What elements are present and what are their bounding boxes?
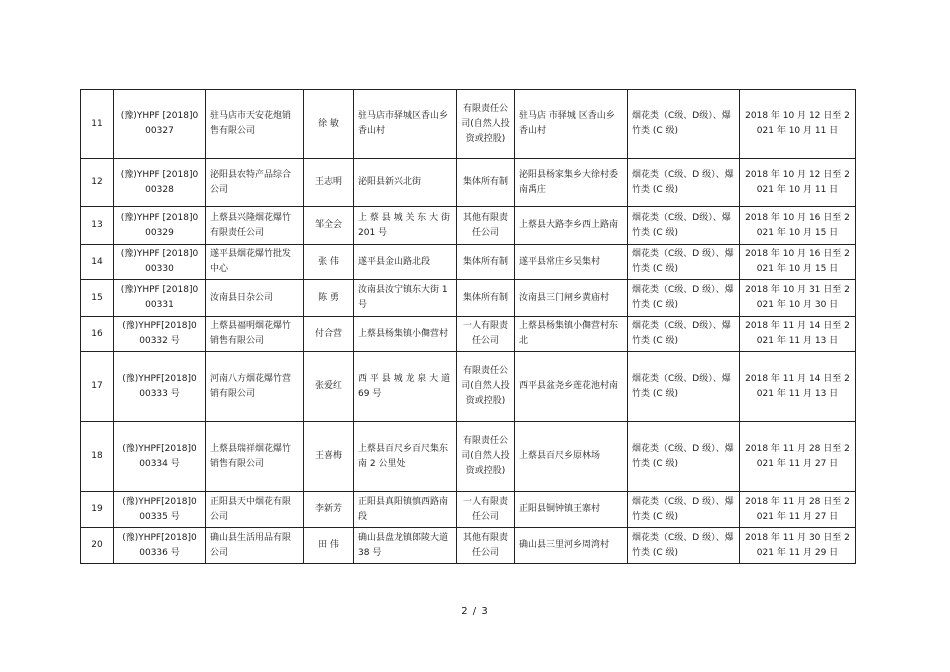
row-number: 16	[81, 317, 114, 352]
company-name: 遂平县烟花爆竹批发中心	[206, 245, 304, 280]
company-name: 正阳县天中烟花有限公司	[206, 492, 304, 528]
validity-period: 2018 年 10 月 31 日至 2021 年 10 月 30 日	[740, 280, 856, 317]
license-number: (豫)YHPF [2018]000331	[114, 280, 206, 317]
registered-address: 上 蔡 县 城 关 东 大 街 201 号	[354, 207, 457, 245]
business-scope: 烟花类（C级、D级）、爆竹类 (C 级)	[628, 207, 740, 245]
legal-representative: 陈 勇	[304, 280, 354, 317]
license-number: (豫)YHPF [2018]000327	[114, 90, 206, 159]
enterprise-type: 有限责任公司(自然人投资或控股)	[457, 422, 515, 492]
registered-address: 上蔡县百尺乡百尺集东南 2 公里处	[354, 422, 457, 492]
registered-address: 遂平县金山路北段	[354, 245, 457, 280]
legal-representative: 田 伟	[304, 528, 354, 564]
business-scope: 烟花类（C级、D 级）、爆竹类 (C 级)	[628, 422, 740, 492]
company-name: 上蔡县瑞祥烟花爆竹销售有限公司	[206, 422, 304, 492]
warehouse-location: 上蔡县大路李乡西上路南	[515, 207, 628, 245]
enterprise-type: 其他有限责任公司	[457, 528, 515, 564]
permit-table	[80, 89, 856, 564]
enterprise-type: 集体所有制	[457, 159, 515, 207]
license-number: (豫)YHPF[2018]0 00335 号	[114, 492, 206, 528]
enterprise-type: 其他有限责任公司	[457, 207, 515, 245]
enterprise-type: 有限责任公司(自然人投资或控股)	[457, 90, 515, 159]
legal-representative: 李新芳	[304, 492, 354, 528]
business-scope: 烟花类（C级、D 级）、爆竹类 (C 级)	[628, 245, 740, 280]
company-name: 河南八方烟花爆竹营销有限公司	[206, 352, 304, 422]
business-scope: 烟花类（C级、D 级）、爆竹类 (C 级)	[628, 280, 740, 317]
warehouse-location: 上蔡县百尺乡原林场	[515, 422, 628, 492]
warehouse-location: 正阳县铜钟镇王寨村	[515, 492, 628, 528]
validity-period: 2018 年 11 月 30 日至 2021 年 11 月 29 日	[740, 528, 856, 564]
table-row	[81, 90, 856, 159]
validity-period: 2018 年 10 月 16 日至 2021 年 10 月 15 日	[740, 207, 856, 245]
validity-period: 2018 年 10 月 16 日至 2021 年 10 月 15 日	[740, 245, 856, 280]
table-row	[81, 159, 856, 207]
table-row	[81, 317, 856, 352]
company-name: 确山县生活用品有限公司	[206, 528, 304, 564]
table-row	[81, 245, 856, 280]
validity-period: 2018 年 10 月 12 日至 2021 年 10 月 11 日	[740, 159, 856, 207]
license-number: (豫)YHPF [2018]000330	[114, 245, 206, 280]
table-row	[81, 207, 856, 245]
registered-address: 正阳县真阳镇慎西路南段	[354, 492, 457, 528]
row-number: 12	[81, 159, 114, 207]
legal-representative: 王志明	[304, 159, 354, 207]
table-row	[81, 422, 856, 492]
row-number: 14	[81, 245, 114, 280]
warehouse-location: 西平县盆尧乡莲花池村南	[515, 352, 628, 422]
table-row	[81, 352, 856, 422]
row-number: 19	[81, 492, 114, 528]
business-scope: 烟花类（C级、D级）、爆竹类 (C 级)	[628, 352, 740, 422]
validity-period: 2018 年 10 月 12 日至 2021 年 10 月 11 日	[740, 90, 856, 159]
legal-representative: 邹全会	[304, 207, 354, 245]
validity-period: 2018 年 11 月 14 日至 2021 年 11 月 13 日	[740, 352, 856, 422]
business-scope: 烟花类（C级、D级）、爆竹类 (C 级)	[628, 317, 740, 352]
table-row	[81, 492, 856, 528]
business-scope: 烟花类（C级、D 级）、爆竹类 (C 级)	[628, 159, 740, 207]
legal-representative: 王喜梅	[304, 422, 354, 492]
warehouse-location: 驻马店 市驿城 区香山乡香山村	[515, 90, 628, 159]
warehouse-location: 上蔡县杨集镇小儛营村东北	[515, 317, 628, 352]
enterprise-type: 集体所有制	[457, 245, 515, 280]
registered-address: 泌阳县新兴北街	[354, 159, 457, 207]
page-number: 2 / 3	[461, 606, 489, 617]
legal-representative: 张爱红	[304, 352, 354, 422]
registered-address: 确山县盘龙镇郎陵大道 38 号	[354, 528, 457, 564]
registered-address: 驻马店市驿城区香山乡香山村	[354, 90, 457, 159]
business-scope: 烟花类（C级、D 级）、爆竹类 (C 级)	[628, 492, 740, 528]
license-number: (豫)YHPF [2018]000329	[114, 207, 206, 245]
warehouse-location: 汝南县三门闸乡黄庙村	[515, 280, 628, 317]
validity-period: 2018 年 11 月 14 日至 2021 年 11 月 13 日	[740, 317, 856, 352]
permit-table-body	[81, 90, 856, 564]
enterprise-type: 一人有限责任公司	[457, 317, 515, 352]
warehouse-location: 泌阳县杨家集乡大徐村委南禹庄	[515, 159, 628, 207]
business-scope: 烟花类（C级、D 级）、爆竹类 (C 级)	[628, 528, 740, 564]
company-name: 上蔡县福明烟花爆竹销售有限公司	[206, 317, 304, 352]
registered-address: 西 平 县 城 龙 泉 大 道 69 号	[354, 352, 457, 422]
enterprise-type: 一人有限责任公司	[457, 492, 515, 528]
license-number: (豫)YHPF[2018]0 00334 号	[114, 422, 206, 492]
license-number: (豫)YHPF[2018]0 00332 号	[114, 317, 206, 352]
warehouse-location: 遂平县常庄乡吴集村	[515, 245, 628, 280]
company-name: 泌阳县农特产品综合公司	[206, 159, 304, 207]
table-row	[81, 528, 856, 564]
registered-address: 汝南县汝宁镇东大街 1 号	[354, 280, 457, 317]
row-number: 18	[81, 422, 114, 492]
row-number: 15	[81, 280, 114, 317]
license-number: (豫)YHPF [2018]000328	[114, 159, 206, 207]
registered-address: 上蔡县杨集镇小儛营村	[354, 317, 457, 352]
legal-representative: 张 伟	[304, 245, 354, 280]
license-number: (豫)YHPF[2018]0 00333 号	[114, 352, 206, 422]
warehouse-location: 确山县三里河乡周湾村	[515, 528, 628, 564]
validity-period: 2018 年 11 月 28 日至 2021 年 11 月 27 日	[740, 422, 856, 492]
row-number: 17	[81, 352, 114, 422]
license-number: (豫)YHPF[2018]0 00336 号	[114, 528, 206, 564]
legal-representative: 付合营	[304, 317, 354, 352]
legal-representative: 徐 敏	[304, 90, 354, 159]
row-number: 20	[81, 528, 114, 564]
table-row	[81, 280, 856, 317]
row-number: 13	[81, 207, 114, 245]
company-name: 驻马店市天安花炮销售有限公司	[206, 90, 304, 159]
enterprise-type: 集体所有制	[457, 280, 515, 317]
company-name: 上蔡县兴隆烟花爆竹有限责任公司	[206, 207, 304, 245]
enterprise-type: 有限责任公司(自然人投资或控股)	[457, 352, 515, 422]
validity-period: 2018 年 11 月 28 日至 2021 年 11 月 27 日	[740, 492, 856, 528]
row-number: 11	[81, 90, 114, 159]
company-name: 汝南县日杂公司	[206, 280, 304, 317]
business-scope: 烟花类（C级、D级）、爆竹类 (C 级)	[628, 90, 740, 159]
